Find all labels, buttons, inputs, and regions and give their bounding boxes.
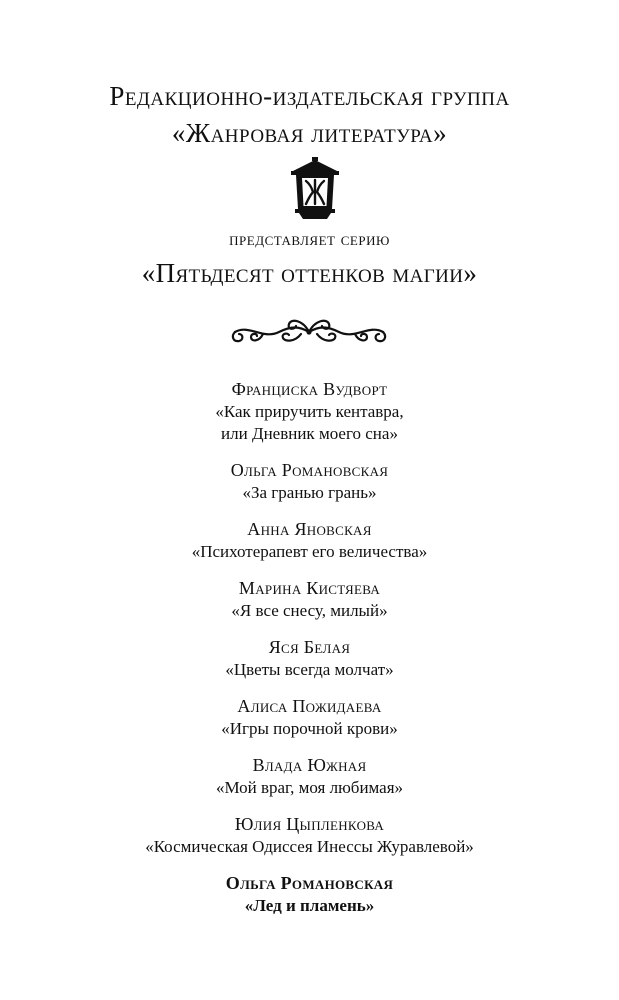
book-title: «За гранью грань»	[242, 483, 377, 502]
flourish-ornament-icon	[229, 312, 389, 350]
book-title: «Психотерапевт его величества»	[191, 542, 428, 561]
list-item-current-book	[0, 872, 619, 917]
presents-series-label: представляет серию	[229, 229, 390, 250]
lantern-logo-icon	[287, 157, 343, 219]
book-title: «Лед и пламень»	[244, 896, 375, 915]
book-author: Анна Яновская	[247, 519, 372, 539]
book-list	[0, 378, 619, 931]
book-title: «Я все снесу, милый»	[231, 601, 388, 620]
book-author: Марина Кистяева	[238, 578, 381, 598]
book-author: Алиса Пожидаева	[237, 696, 382, 716]
list-item	[0, 695, 619, 740]
list-item	[0, 577, 619, 622]
list-item	[0, 813, 619, 858]
book-author: Влада Южная	[252, 755, 367, 775]
book-author: Ольга Романовская	[225, 873, 394, 893]
book-title: «Космическая Одиссея Инессы Журавлевой»	[145, 837, 474, 856]
book-title: «Как приручить кентавра, или Дневник моего сна»	[215, 402, 404, 443]
book-author: Яся Белая	[268, 637, 351, 657]
list-item	[0, 518, 619, 563]
book-title: «Цветы всегда молчат»	[225, 660, 394, 679]
book-author: Франциска Вудворт	[231, 379, 388, 399]
series-title: «Пятьдесят оттенков магии»	[141, 258, 478, 288]
book-author: Ольга Романовская	[230, 460, 389, 480]
list-item	[0, 636, 619, 681]
list-item	[0, 378, 619, 445]
book-title: «Мой враг, моя любимая»	[215, 778, 404, 797]
list-item	[0, 459, 619, 504]
publisher-name: Редакционно-издательская группа	[109, 81, 510, 111]
list-item	[0, 754, 619, 799]
book-title: «Игры порочной крови»	[221, 719, 398, 738]
publisher-group: «Жанровая литература»	[171, 118, 448, 148]
book-author: Юлия Цыпленкова	[234, 814, 385, 834]
publisher-header	[0, 78, 619, 152]
